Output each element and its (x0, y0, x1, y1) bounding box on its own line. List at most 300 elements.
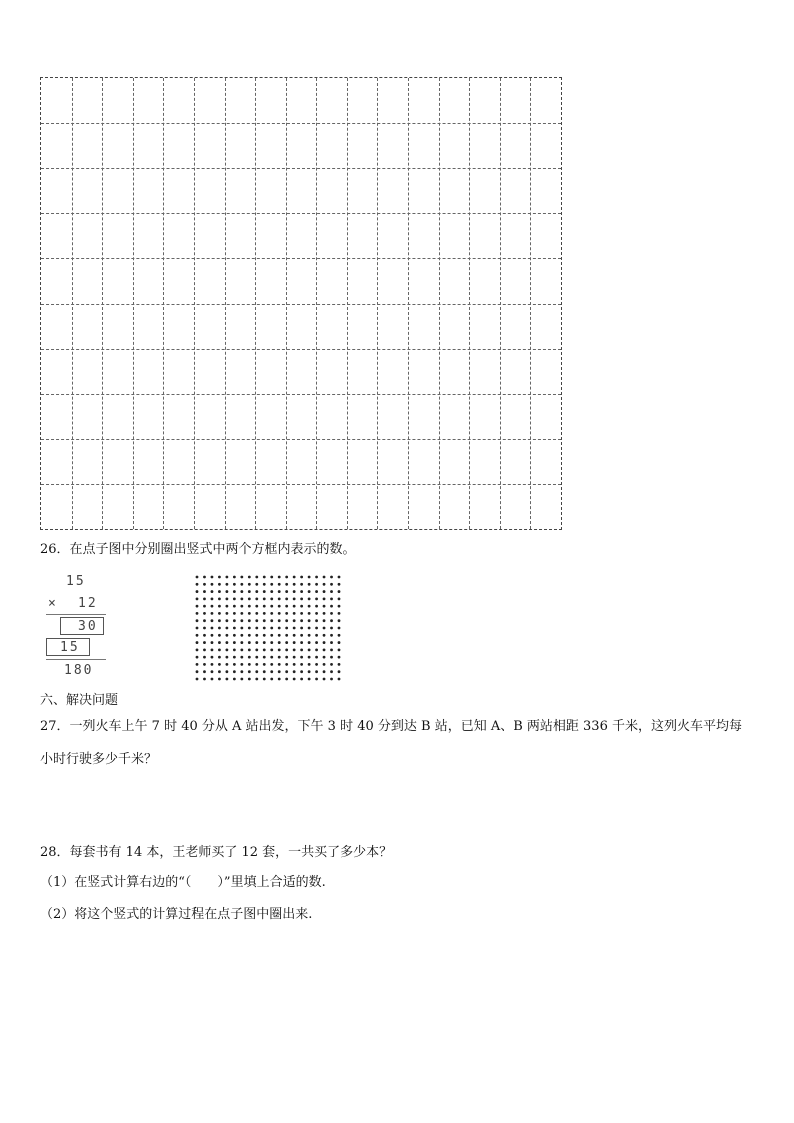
dot (285, 641, 288, 644)
dot (300, 663, 303, 666)
dot (285, 583, 288, 586)
dot (203, 590, 206, 593)
dot (218, 576, 221, 579)
dot (293, 678, 296, 681)
dot (203, 619, 206, 622)
dot (300, 634, 303, 637)
dot (330, 656, 333, 659)
dot (203, 576, 206, 579)
dot (263, 583, 266, 586)
dot (285, 670, 288, 673)
dot (330, 576, 333, 579)
dot (323, 583, 326, 586)
dot (278, 634, 281, 637)
dot (203, 678, 206, 681)
dot (308, 678, 311, 681)
dot (233, 648, 236, 651)
dot (285, 612, 288, 615)
dot (211, 670, 214, 673)
dot (218, 678, 221, 681)
dot (338, 627, 341, 630)
dot (308, 656, 311, 659)
dot (315, 663, 318, 666)
dot (263, 605, 266, 608)
section-heading: 六、解决问题 (40, 693, 119, 708)
dot (278, 656, 281, 659)
dot (300, 590, 303, 593)
dot (330, 605, 333, 608)
dot (330, 627, 333, 630)
dot (285, 656, 288, 659)
dot (300, 576, 303, 579)
dot (315, 627, 318, 630)
dot (278, 678, 281, 681)
dot (285, 627, 288, 630)
dot (278, 670, 281, 673)
dot (308, 627, 311, 630)
dot (203, 634, 206, 637)
vertical-multiplication (40, 572, 120, 682)
dot (196, 634, 199, 637)
dot (330, 670, 333, 673)
dot (255, 605, 258, 608)
dot (308, 597, 311, 600)
dot (315, 678, 318, 681)
dot (278, 612, 281, 615)
grid-row-line (41, 394, 561, 395)
dot (323, 590, 326, 593)
dot (285, 597, 288, 600)
dot (308, 612, 311, 615)
dot (255, 678, 258, 681)
dot (248, 634, 251, 637)
dot (196, 663, 199, 666)
dot (218, 648, 221, 651)
dot (196, 597, 199, 600)
dot (323, 612, 326, 615)
dot (338, 656, 341, 659)
dot (196, 648, 199, 651)
dot (203, 597, 206, 600)
dot (323, 576, 326, 579)
dot (270, 576, 273, 579)
dot (211, 656, 214, 659)
dot (225, 583, 228, 586)
dot (315, 612, 318, 615)
dot (308, 670, 311, 673)
dot (248, 576, 251, 579)
product-result: 180 (64, 663, 94, 678)
dot (285, 605, 288, 608)
dot (285, 634, 288, 637)
dot (270, 605, 273, 608)
dot (308, 583, 311, 586)
dot (218, 641, 221, 644)
dot (255, 590, 258, 593)
dot (300, 583, 303, 586)
dot (203, 641, 206, 644)
dot (300, 619, 303, 622)
question-26: 26．在点子图中分别圈出竖式中两个方框内表示的数。 (40, 542, 356, 557)
dot (285, 648, 288, 651)
dot (263, 670, 266, 673)
dot (300, 612, 303, 615)
dot (338, 597, 341, 600)
dot (315, 576, 318, 579)
dot-array-diagram (193, 573, 343, 683)
dot (255, 612, 258, 615)
dot (263, 627, 266, 630)
dot (285, 663, 288, 666)
dot (315, 590, 318, 593)
dot (233, 590, 236, 593)
dot (323, 634, 326, 637)
dot (270, 656, 273, 659)
dot (248, 583, 251, 586)
dot (323, 656, 326, 659)
dot (240, 641, 243, 644)
boxed-partial-product-1 (60, 617, 104, 635)
dot (255, 634, 258, 637)
dot (255, 663, 258, 666)
dot (218, 656, 221, 659)
dot (338, 619, 341, 622)
dot (211, 576, 214, 579)
calc-rule-bottom (46, 659, 106, 660)
dot (248, 619, 251, 622)
dot (203, 670, 206, 673)
dot (285, 576, 288, 579)
dot (330, 612, 333, 615)
dot (255, 597, 258, 600)
dot (196, 641, 199, 644)
dot (323, 597, 326, 600)
dot (323, 619, 326, 622)
dot (203, 656, 206, 659)
dot (225, 605, 228, 608)
dot (240, 576, 243, 579)
dot (196, 576, 199, 579)
dot (248, 648, 251, 651)
dot (293, 656, 296, 659)
dot (211, 605, 214, 608)
dot (248, 663, 251, 666)
dot (255, 627, 258, 630)
dot (293, 641, 296, 644)
dot (293, 670, 296, 673)
dot (278, 590, 281, 593)
dot (240, 627, 243, 630)
dot (263, 576, 266, 579)
dot (211, 634, 214, 637)
dot (270, 619, 273, 622)
dot (330, 663, 333, 666)
dot (315, 634, 318, 637)
dot (323, 663, 326, 666)
dot (203, 612, 206, 615)
dot (293, 619, 296, 622)
dot (300, 641, 303, 644)
dot (225, 597, 228, 600)
dot (300, 670, 303, 673)
dot (330, 590, 333, 593)
dot (263, 641, 266, 644)
dot (293, 634, 296, 637)
dot (233, 619, 236, 622)
dot (330, 597, 333, 600)
calc-rule-top (46, 614, 106, 615)
dot (263, 590, 266, 593)
dot (338, 670, 341, 673)
dot (233, 605, 236, 608)
dot (338, 576, 341, 579)
dot (308, 634, 311, 637)
dot (225, 590, 228, 593)
dot (240, 590, 243, 593)
dot (211, 627, 214, 630)
dot (196, 583, 199, 586)
dot (270, 597, 273, 600)
dot (330, 641, 333, 644)
dot (270, 612, 273, 615)
partial-product-1: 30 (78, 619, 98, 634)
dot (248, 627, 251, 630)
dot (196, 619, 199, 622)
dot (218, 634, 221, 637)
grid-row-line (41, 213, 561, 214)
grid-row-line (41, 349, 561, 350)
dot (218, 597, 221, 600)
dot (270, 634, 273, 637)
dot (218, 619, 221, 622)
dot (270, 583, 273, 586)
dot (278, 648, 281, 651)
dot (233, 641, 236, 644)
dot (323, 648, 326, 651)
dot (263, 678, 266, 681)
dot (308, 641, 311, 644)
dot (315, 648, 318, 651)
question-28: 28．每套书有 14 本，王老师买了 12 套，一共买了多少本？ (40, 845, 393, 860)
grid-row-line (41, 258, 561, 259)
dot (248, 678, 251, 681)
dot (240, 663, 243, 666)
dot (293, 583, 296, 586)
dot (263, 597, 266, 600)
dot (338, 648, 341, 651)
dot (338, 605, 341, 608)
dot (233, 627, 236, 630)
dot (233, 583, 236, 586)
dot (278, 619, 281, 622)
dot (308, 619, 311, 622)
dot (270, 670, 273, 673)
dot (315, 656, 318, 659)
dot (278, 641, 281, 644)
dot (196, 612, 199, 615)
dot (248, 605, 251, 608)
dot (270, 627, 273, 630)
dot (233, 634, 236, 637)
dot (308, 663, 311, 666)
question-28-part-2: （2）将这个竖式的计算过程在点子图中圈出来. (40, 907, 313, 922)
dot (203, 627, 206, 630)
dot (218, 590, 221, 593)
dot (233, 670, 236, 673)
grid-row-line (41, 304, 561, 305)
dot (225, 634, 228, 637)
dot (218, 670, 221, 673)
dot (293, 605, 296, 608)
dot (338, 612, 341, 615)
dot (211, 597, 214, 600)
dot (196, 670, 199, 673)
dot (263, 634, 266, 637)
dot (196, 605, 199, 608)
multiplier: 12 (78, 596, 98, 611)
dot (300, 597, 303, 600)
dot (203, 648, 206, 651)
dot (315, 597, 318, 600)
dot (203, 663, 206, 666)
dot (225, 670, 228, 673)
dot (323, 605, 326, 608)
dot (211, 648, 214, 651)
dot (278, 663, 281, 666)
dot (270, 663, 273, 666)
dot (218, 663, 221, 666)
dot (293, 612, 296, 615)
dot (211, 612, 214, 615)
dot (233, 663, 236, 666)
dot (315, 619, 318, 622)
dot (300, 656, 303, 659)
dot (248, 590, 251, 593)
dot (330, 648, 333, 651)
question-27-line-1: 27．一列火车上午 7 时 40 分从 A 站出发，下午 3 时 40 分到达 B 站，已知 A、B 两站相距 336 千米，这列火车平均每 (40, 719, 742, 734)
dot (330, 634, 333, 637)
dot (203, 605, 206, 608)
dot (255, 641, 258, 644)
dot (330, 583, 333, 586)
dot (263, 619, 266, 622)
dot (248, 612, 251, 615)
dot (233, 612, 236, 615)
dot (255, 619, 258, 622)
dot (278, 597, 281, 600)
dot (248, 597, 251, 600)
dot (308, 576, 311, 579)
dot (330, 678, 333, 681)
dot (203, 583, 206, 586)
dot (211, 678, 214, 681)
dot (300, 678, 303, 681)
dot (248, 656, 251, 659)
dot (255, 656, 258, 659)
dot (308, 605, 311, 608)
dot (233, 678, 236, 681)
dot (255, 583, 258, 586)
dot (293, 597, 296, 600)
grid-row-line (41, 484, 561, 485)
dot (338, 634, 341, 637)
dot (211, 590, 214, 593)
dot (240, 597, 243, 600)
dot (293, 648, 296, 651)
dot (263, 656, 266, 659)
dot (240, 634, 243, 637)
dot (278, 605, 281, 608)
dot (323, 641, 326, 644)
dot (233, 597, 236, 600)
dot (278, 627, 281, 630)
dot (278, 576, 281, 579)
dot (240, 583, 243, 586)
dot (270, 590, 273, 593)
dot (240, 619, 243, 622)
dot (225, 612, 228, 615)
dot (196, 678, 199, 681)
dot (211, 663, 214, 666)
answer-writing-grid (40, 77, 562, 530)
dot (270, 641, 273, 644)
dot (293, 590, 296, 593)
question-27-line-2: 小时行驶多少千米？ (40, 752, 158, 767)
dot (285, 619, 288, 622)
dot (240, 670, 243, 673)
dot (240, 648, 243, 651)
dot (233, 656, 236, 659)
dot (308, 648, 311, 651)
dot (211, 641, 214, 644)
dot (293, 627, 296, 630)
dot (315, 583, 318, 586)
dot (196, 590, 199, 593)
dot (225, 576, 228, 579)
dot (225, 678, 228, 681)
dot (323, 678, 326, 681)
dot (233, 576, 236, 579)
dot (285, 678, 288, 681)
dot (225, 627, 228, 630)
dot (248, 641, 251, 644)
dot (218, 583, 221, 586)
dot (255, 670, 258, 673)
dot (240, 605, 243, 608)
dot (255, 648, 258, 651)
partial-product-2: 15 (60, 640, 80, 655)
dot (218, 612, 221, 615)
dot (323, 627, 326, 630)
dot (330, 619, 333, 622)
dot (255, 576, 258, 579)
dot (323, 670, 326, 673)
dot (270, 678, 273, 681)
dot (248, 670, 251, 673)
dot (338, 663, 341, 666)
dot (300, 605, 303, 608)
dot (196, 656, 199, 659)
dot (278, 583, 281, 586)
question-28-part-1: （1）在竖式计算右边的“（ ）”里填上合适的数. (40, 875, 326, 890)
boxed-partial-product-2 (46, 638, 90, 656)
dot (338, 583, 341, 586)
dot (225, 663, 228, 666)
dot (315, 605, 318, 608)
dot (263, 663, 266, 666)
grid-row-line (41, 168, 561, 169)
grid-row-line (41, 123, 561, 124)
